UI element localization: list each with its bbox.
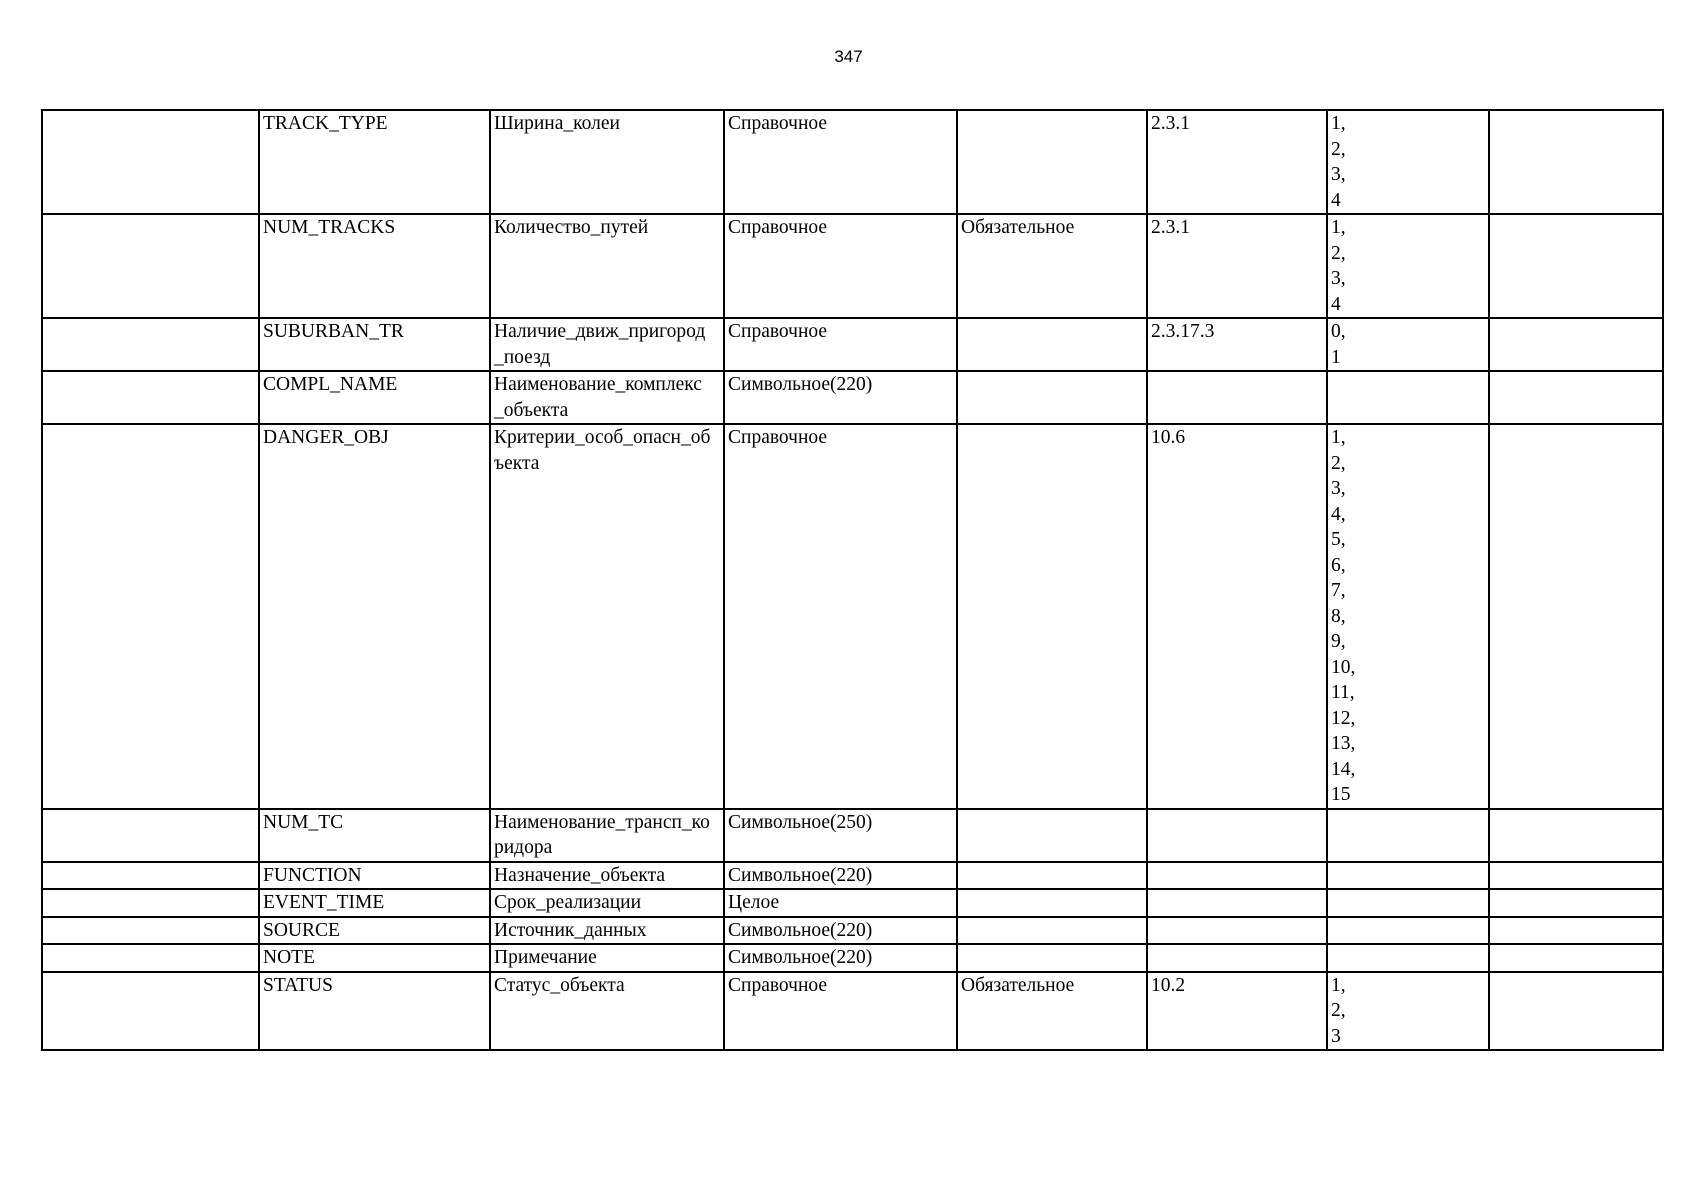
attribute-table xyxy=(41,109,1664,1051)
table-row xyxy=(42,889,1663,917)
field-code-cell: SOURCE xyxy=(259,917,490,945)
value-line: 3, xyxy=(1331,478,1346,499)
field-name-line: Статус_объекта xyxy=(494,974,625,996)
required-cell xyxy=(957,318,1147,371)
empty-cell xyxy=(42,318,259,371)
field-name-cell xyxy=(490,917,724,945)
field-name-cell xyxy=(490,318,724,371)
field-name-cell xyxy=(490,862,724,890)
empty-cell xyxy=(42,862,259,890)
field-name-cell xyxy=(490,371,724,424)
table-row xyxy=(42,972,1663,1051)
field-code-cell: COMPL_NAME xyxy=(259,371,490,424)
values-cell xyxy=(1327,972,1489,1051)
field-name-line: ридора xyxy=(494,837,553,858)
field-type-cell: Целое xyxy=(724,889,957,917)
empty-cell xyxy=(42,371,259,424)
value-line: 2, xyxy=(1331,452,1346,474)
reference-cell xyxy=(1147,371,1327,424)
field-name-line: _объекта xyxy=(494,399,569,421)
field-type-cell: Символьное(220) xyxy=(724,917,957,945)
value-line: 12, xyxy=(1331,707,1356,729)
field-name-line: Наименование_трансп_ко xyxy=(494,811,710,833)
field-type-cell: Справочное xyxy=(724,318,957,371)
reference-cell xyxy=(1147,809,1327,862)
field-code-cell: NUM_TRACKS xyxy=(259,214,490,318)
field-type-cell: Справочное xyxy=(724,214,957,318)
value-line: 11, xyxy=(1331,682,1355,703)
table-row xyxy=(42,944,1663,972)
value-line: 8, xyxy=(1331,605,1346,627)
table-row xyxy=(42,214,1663,318)
field-name-cell xyxy=(490,889,724,917)
values-cell xyxy=(1327,944,1489,972)
reference-cell xyxy=(1147,944,1327,972)
field-name-cell xyxy=(490,214,724,318)
field-code-cell: FUNCTION xyxy=(259,862,490,890)
field-name-line: Назначение_объекта xyxy=(494,864,666,886)
values-cell xyxy=(1327,424,1489,809)
table-row xyxy=(42,371,1663,424)
values-cell xyxy=(1327,110,1489,214)
table-row xyxy=(42,862,1663,890)
value-line: 9, xyxy=(1331,631,1346,652)
field-type-cell: Символьное(220) xyxy=(724,944,957,972)
reference-cell: 2.3.1 xyxy=(1147,214,1327,318)
field-name-line: Наличие_движ_пригород xyxy=(494,321,706,342)
empty-cell xyxy=(1489,318,1663,371)
value-line: 2, xyxy=(1331,138,1346,160)
field-type-cell: Справочное xyxy=(724,972,957,1051)
field-type-cell: Символьное(220) xyxy=(724,862,957,890)
empty-cell xyxy=(42,214,259,318)
reference-cell: 2.3.17.3 xyxy=(1147,318,1327,371)
value-line: 13, xyxy=(1331,733,1356,754)
value-line: 2, xyxy=(1331,1000,1346,1021)
empty-cell xyxy=(1489,972,1663,1051)
value-line: 15 xyxy=(1331,784,1351,805)
empty-cell xyxy=(42,972,259,1051)
field-name-line: Источник_данных xyxy=(494,919,647,941)
required-cell xyxy=(957,424,1147,809)
required-cell xyxy=(957,371,1147,424)
empty-cell xyxy=(42,889,259,917)
value-line: 4, xyxy=(1331,503,1346,525)
value-line: 1, xyxy=(1331,217,1346,238)
table-row xyxy=(42,809,1663,862)
field-code-cell: TRACK_TYPE xyxy=(259,110,490,214)
empty-cell xyxy=(42,809,259,862)
value-line: 4 xyxy=(1331,293,1341,315)
values-cell xyxy=(1327,809,1489,862)
empty-cell xyxy=(1489,371,1663,424)
values-cell xyxy=(1327,371,1489,424)
required-cell xyxy=(957,110,1147,214)
field-code-cell: SUBURBAN_TR xyxy=(259,318,490,371)
required-cell xyxy=(957,889,1147,917)
required-cell: Обязательное xyxy=(957,972,1147,1051)
reference-cell: 10.2 xyxy=(1147,972,1327,1051)
field-code-cell: DANGER_OBJ xyxy=(259,424,490,809)
field-name-line: Примечание xyxy=(494,947,597,968)
value-line: 2, xyxy=(1331,242,1346,264)
reference-cell: 2.3.1 xyxy=(1147,110,1327,214)
value-line: 14, xyxy=(1331,758,1356,780)
field-name-cell xyxy=(490,809,724,862)
field-type-cell: Справочное xyxy=(724,424,957,809)
required-cell xyxy=(957,917,1147,945)
value-line: 1, xyxy=(1331,427,1346,448)
values-cell xyxy=(1327,318,1489,371)
field-name-cell xyxy=(490,424,724,809)
empty-cell xyxy=(1489,917,1663,945)
table-row xyxy=(42,917,1663,945)
field-type-cell: Символьное(220) xyxy=(724,371,957,424)
empty-cell xyxy=(1489,424,1663,809)
empty-cell xyxy=(42,110,259,214)
required-cell xyxy=(957,809,1147,862)
values-cell xyxy=(1327,917,1489,945)
value-line: 10, xyxy=(1331,656,1356,678)
empty-cell xyxy=(42,917,259,945)
reference-cell xyxy=(1147,917,1327,945)
values-cell xyxy=(1327,889,1489,917)
field-name-line: Наименование_комплекс xyxy=(494,374,702,395)
required-cell xyxy=(957,944,1147,972)
field-type-cell: Символьное(250) xyxy=(724,809,957,862)
values-cell xyxy=(1327,214,1489,318)
field-name-line: Критерии_особ_опасн_об xyxy=(494,427,711,448)
field-code-cell: NUM_TC xyxy=(259,809,490,862)
value-line: 6, xyxy=(1331,554,1346,576)
value-line: 3, xyxy=(1331,268,1346,289)
field-name-line: Количество_путей xyxy=(494,217,649,238)
table-row xyxy=(42,424,1663,809)
value-line: 1 xyxy=(1331,346,1341,368)
value-line: 3, xyxy=(1331,164,1346,185)
field-name-line: ъекта xyxy=(494,452,540,474)
reference-cell: 10.6 xyxy=(1147,424,1327,809)
field-code-cell: EVENT_TIME xyxy=(259,889,490,917)
field-name-cell xyxy=(490,110,724,214)
field-name-line: Срок_реализации xyxy=(494,892,642,913)
values-cell xyxy=(1327,862,1489,890)
value-line: 5, xyxy=(1331,529,1346,550)
field-code-cell: NOTE xyxy=(259,944,490,972)
required-cell: Обязательное xyxy=(957,214,1147,318)
empty-cell xyxy=(1489,809,1663,862)
value-line: 4 xyxy=(1331,189,1341,211)
table-row xyxy=(42,110,1663,214)
empty-cell xyxy=(1489,889,1663,917)
reference-cell xyxy=(1147,889,1327,917)
field-name-line: Ширина_колеи xyxy=(494,113,620,134)
field-type-cell: Справочное xyxy=(724,110,957,214)
empty-cell xyxy=(1489,862,1663,890)
value-line: 1, xyxy=(1331,113,1346,134)
field-name-cell xyxy=(490,944,724,972)
table-row xyxy=(42,318,1663,371)
empty-cell xyxy=(42,424,259,809)
reference-cell xyxy=(1147,862,1327,890)
empty-cell xyxy=(1489,214,1663,318)
required-cell xyxy=(957,862,1147,890)
value-line: 1, xyxy=(1331,974,1346,996)
empty-cell xyxy=(1489,110,1663,214)
page-number: 347 xyxy=(834,47,863,66)
value-line: 7, xyxy=(1331,580,1346,601)
field-name-cell xyxy=(490,972,724,1051)
value-line: 3 xyxy=(1331,1025,1341,1047)
empty-cell xyxy=(42,944,259,972)
field-name-line: _поезд xyxy=(494,346,551,368)
field-code-cell: STATUS xyxy=(259,972,490,1051)
empty-cell xyxy=(1489,944,1663,972)
value-line: 0, xyxy=(1331,321,1346,342)
